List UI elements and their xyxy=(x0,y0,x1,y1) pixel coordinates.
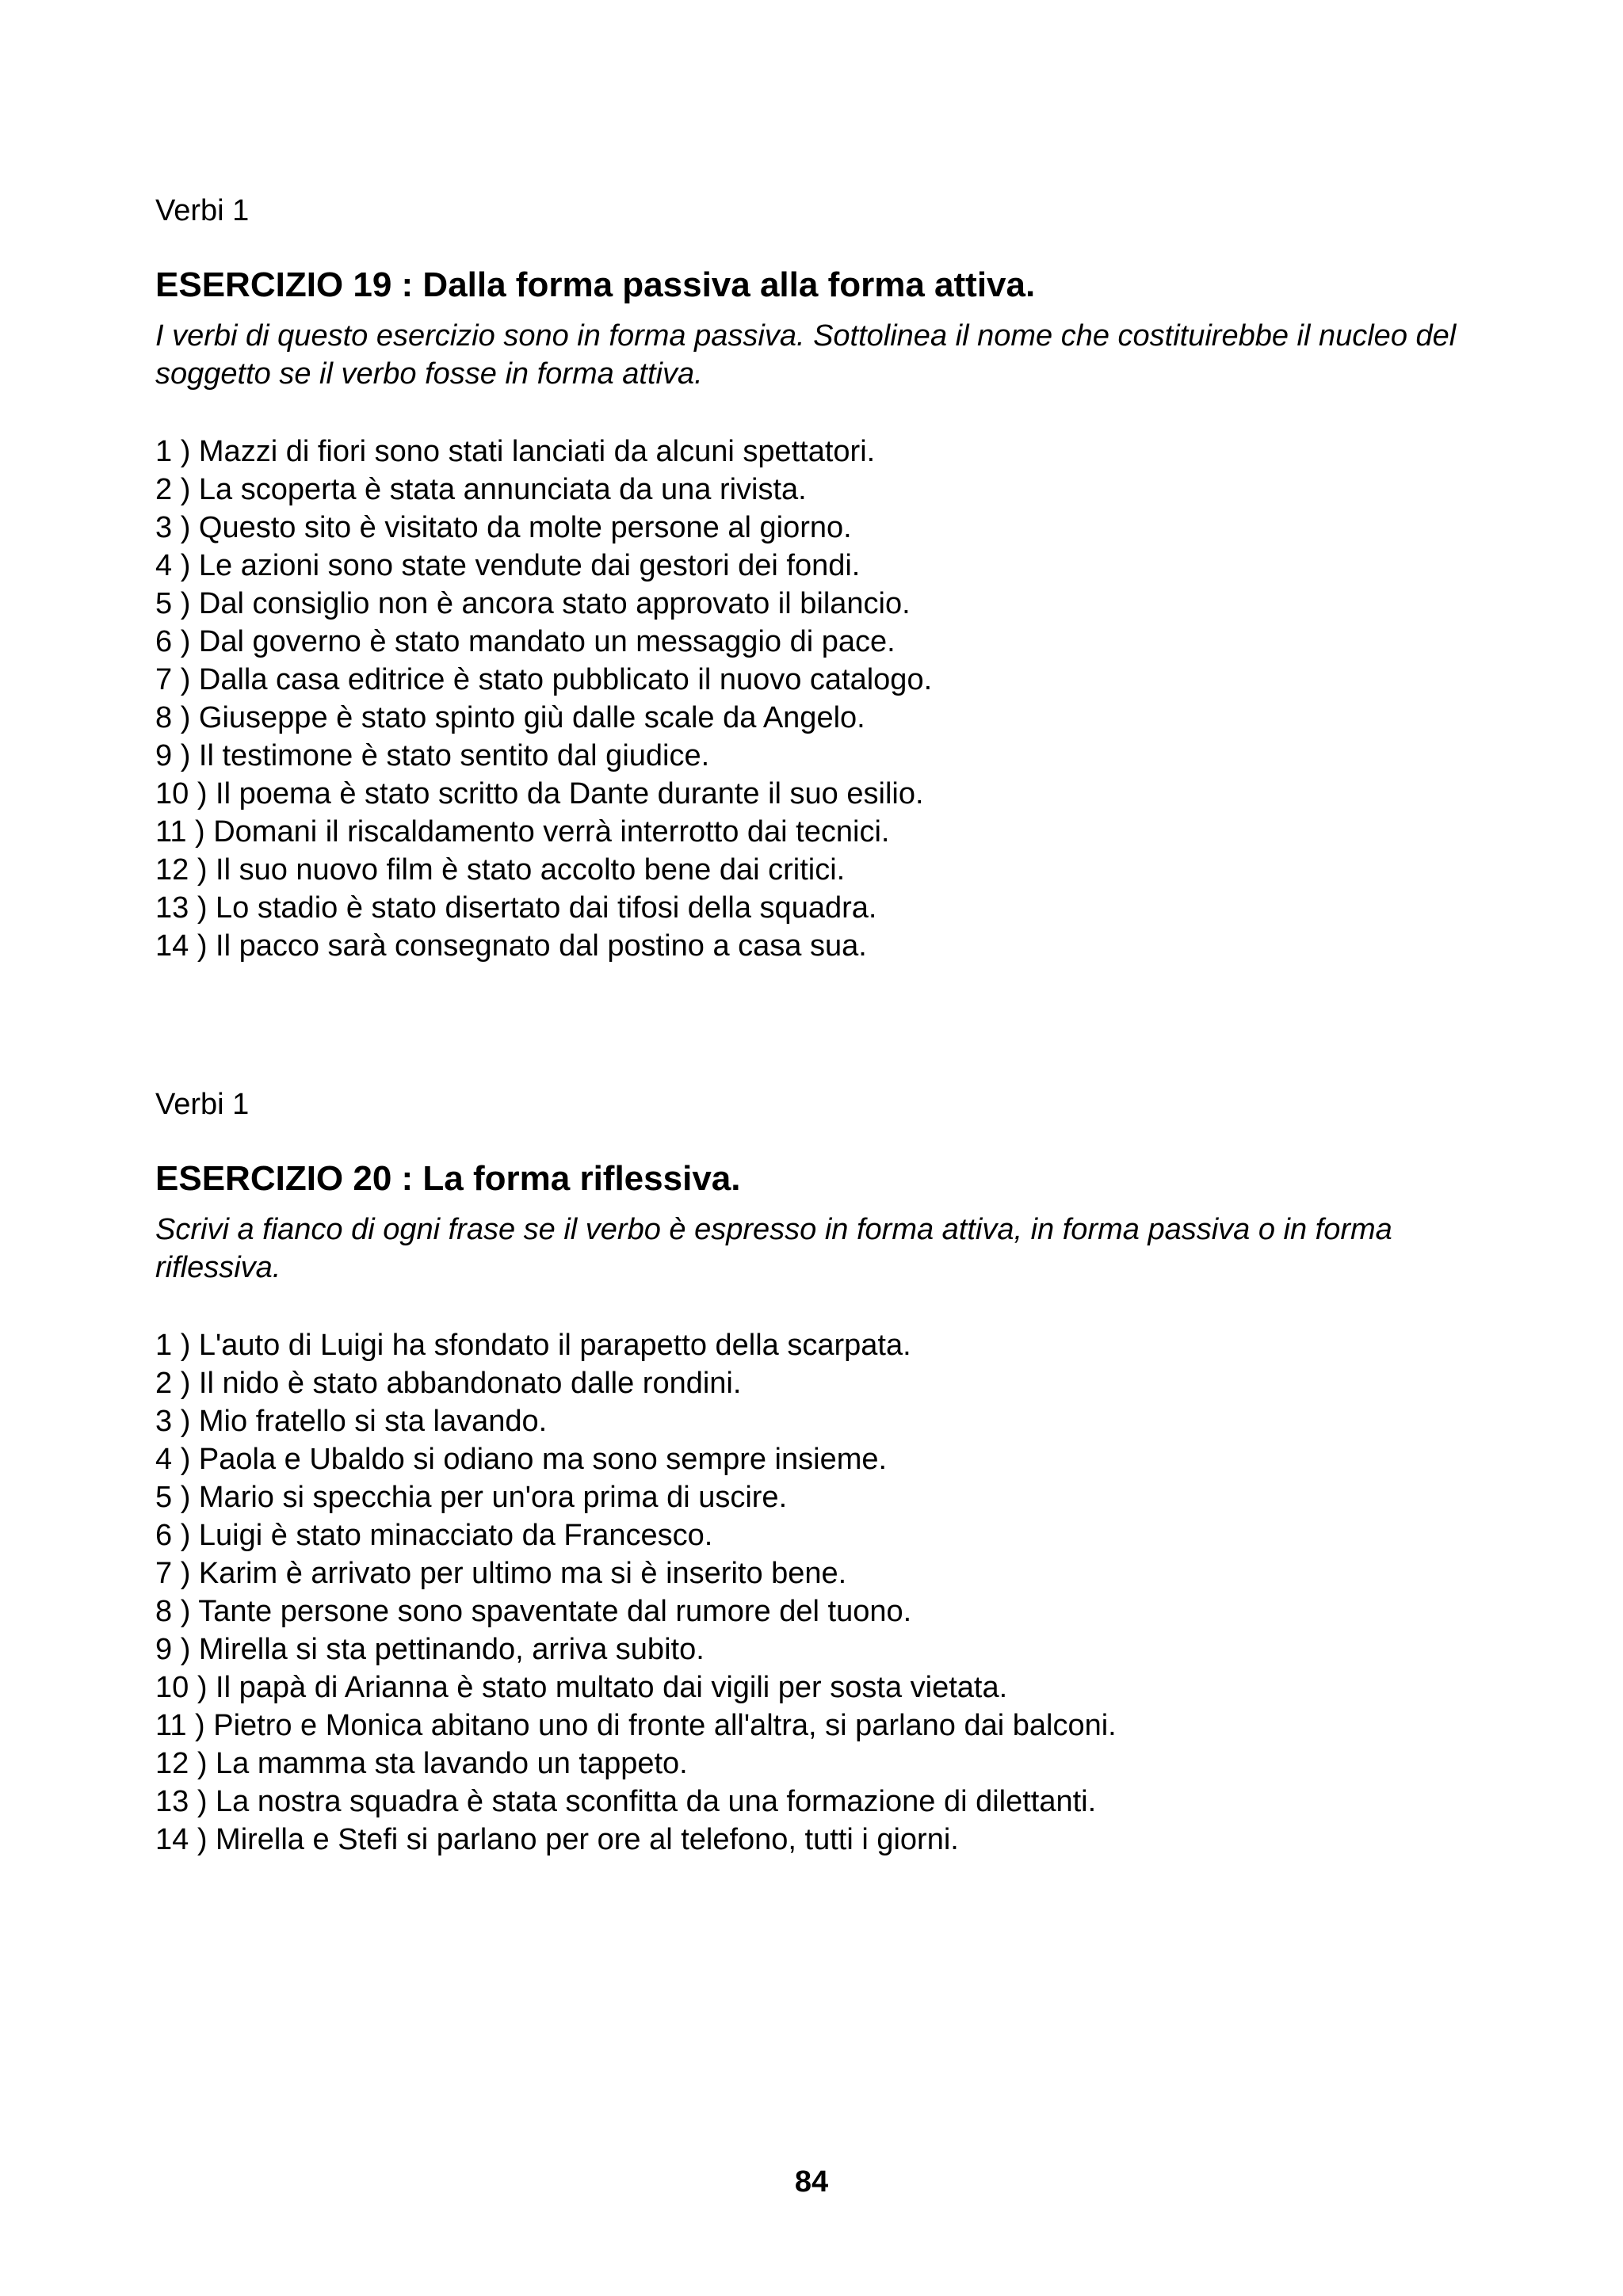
exercise-item: 10 ) Il papà di Arianna è stato multato dai vigili per sosta vietata. xyxy=(155,1671,1008,1704)
exercise-item: 5 ) Dal consiglio non è ancora stato approvato il bilancio. xyxy=(155,587,911,620)
exercise-item: 7 ) Karim è arrivato per ultimo ma si è inserito bene. xyxy=(155,1557,847,1590)
exercise-item-list xyxy=(155,1326,1471,1859)
exercise-item: 12 ) La mamma sta lavando un tappeto. xyxy=(155,1747,688,1780)
exercise-item: 1 ) Mazzi di fiori sono stati lanciati da alcuni spettatori. xyxy=(155,435,876,468)
exercise-item: 3 ) Questo sito è visitato da molte persone al giorno. xyxy=(155,511,852,544)
exercise-item: 4 ) Le azioni sono state vendute dai gestori dei fondi. xyxy=(155,549,861,582)
exercise-item: 4 ) Paola e Ubaldo si odiano ma sono sempre insieme. xyxy=(155,1443,888,1476)
exercise-item: 1 ) L'auto di Luigi ha sfondato il parapetto della scarpata. xyxy=(155,1329,911,1362)
section-label: Verbi 1 xyxy=(155,1088,250,1121)
exercise-title: ESERCIZIO 20 : La forma riflessiva. xyxy=(155,1159,741,1198)
exercise-item: 8 ) Tante persone sono spaventate dal rumore del tuono. xyxy=(155,1595,912,1628)
exercise-item: 6 ) Luigi è stato minacciato da Francesco. xyxy=(155,1519,713,1552)
exercise-item: 12 ) Il suo nuovo film è stato accolto bene dai critici. xyxy=(155,853,846,887)
exercise-item: 6 ) Dal governo è stato mandato un messaggio di pace. xyxy=(155,625,896,658)
section-label: Verbi 1 xyxy=(155,194,250,227)
exercise-item: 14 ) Mirella e Stefi si parlano per ore al telefono, tutti i giorni. xyxy=(155,1823,959,1856)
exercise-item: 5 ) Mario si specchia per un'ora prima di uscire. xyxy=(155,1481,788,1514)
exercise-item: 14 ) Il pacco sarà consegnato dal postino a casa sua. xyxy=(155,929,867,963)
exercise-item: 2 ) La scoperta è stata annunciata da una rivista. xyxy=(155,473,807,506)
exercise-20-section xyxy=(155,1085,1471,1859)
exercise-item: 13 ) Lo stadio è stato disertato dai tifosi della squadra. xyxy=(155,891,877,925)
exercise-item: 13 ) La nostra squadra è stata sconfitta da una formazione di dilettanti. xyxy=(155,1785,1097,1818)
exercise-instructions: Scrivi a fianco di ogni frase se il verbo è espresso in forma attiva, in forma passiva o in forma riflessiva. xyxy=(155,1213,1392,1284)
exercise-item: 11 ) Pietro e Monica abitano uno di fronte all'altra, si parlano dai balconi. xyxy=(155,1709,1117,1742)
exercise-item: 2 ) Il nido è stato abbandonato dalle rondini. xyxy=(155,1367,742,1400)
exercise-item: 9 ) Mirella si sta pettinando, arriva subito. xyxy=(155,1633,705,1666)
exercise-item: 7 ) Dalla casa editrice è stato pubblicato il nuovo catalogo. xyxy=(155,663,933,696)
exercise-item: 9 ) Il testimone è stato sentito dal giudice. xyxy=(155,739,710,772)
exercise-item: 10 ) Il poema è stato scritto da Dante durante il suo esilio. xyxy=(155,777,924,810)
exercise-item: 8 ) Giuseppe è stato spinto giù dalle scale da Angelo. xyxy=(155,701,865,734)
exercise-item-list xyxy=(155,433,1471,965)
exercise-item: 11 ) Domani il riscaldamento verrà interrotto dai tecnici. xyxy=(155,815,890,849)
exercise-19-section xyxy=(155,192,1471,965)
exercise-title: ESERCIZIO 19 : Dalla forma passiva alla forma attiva. xyxy=(155,265,1036,304)
page-number: 84 xyxy=(794,2165,829,2199)
exercise-instructions: I verbi di questo esercizio sono in forma passiva. Sottolinea il nome che costituirebbe il nucleo del soggetto se il verbo fosse in forma attiva. xyxy=(155,319,1457,391)
exercise-item: 3 ) Mio fratello si sta lavando. xyxy=(155,1405,548,1438)
